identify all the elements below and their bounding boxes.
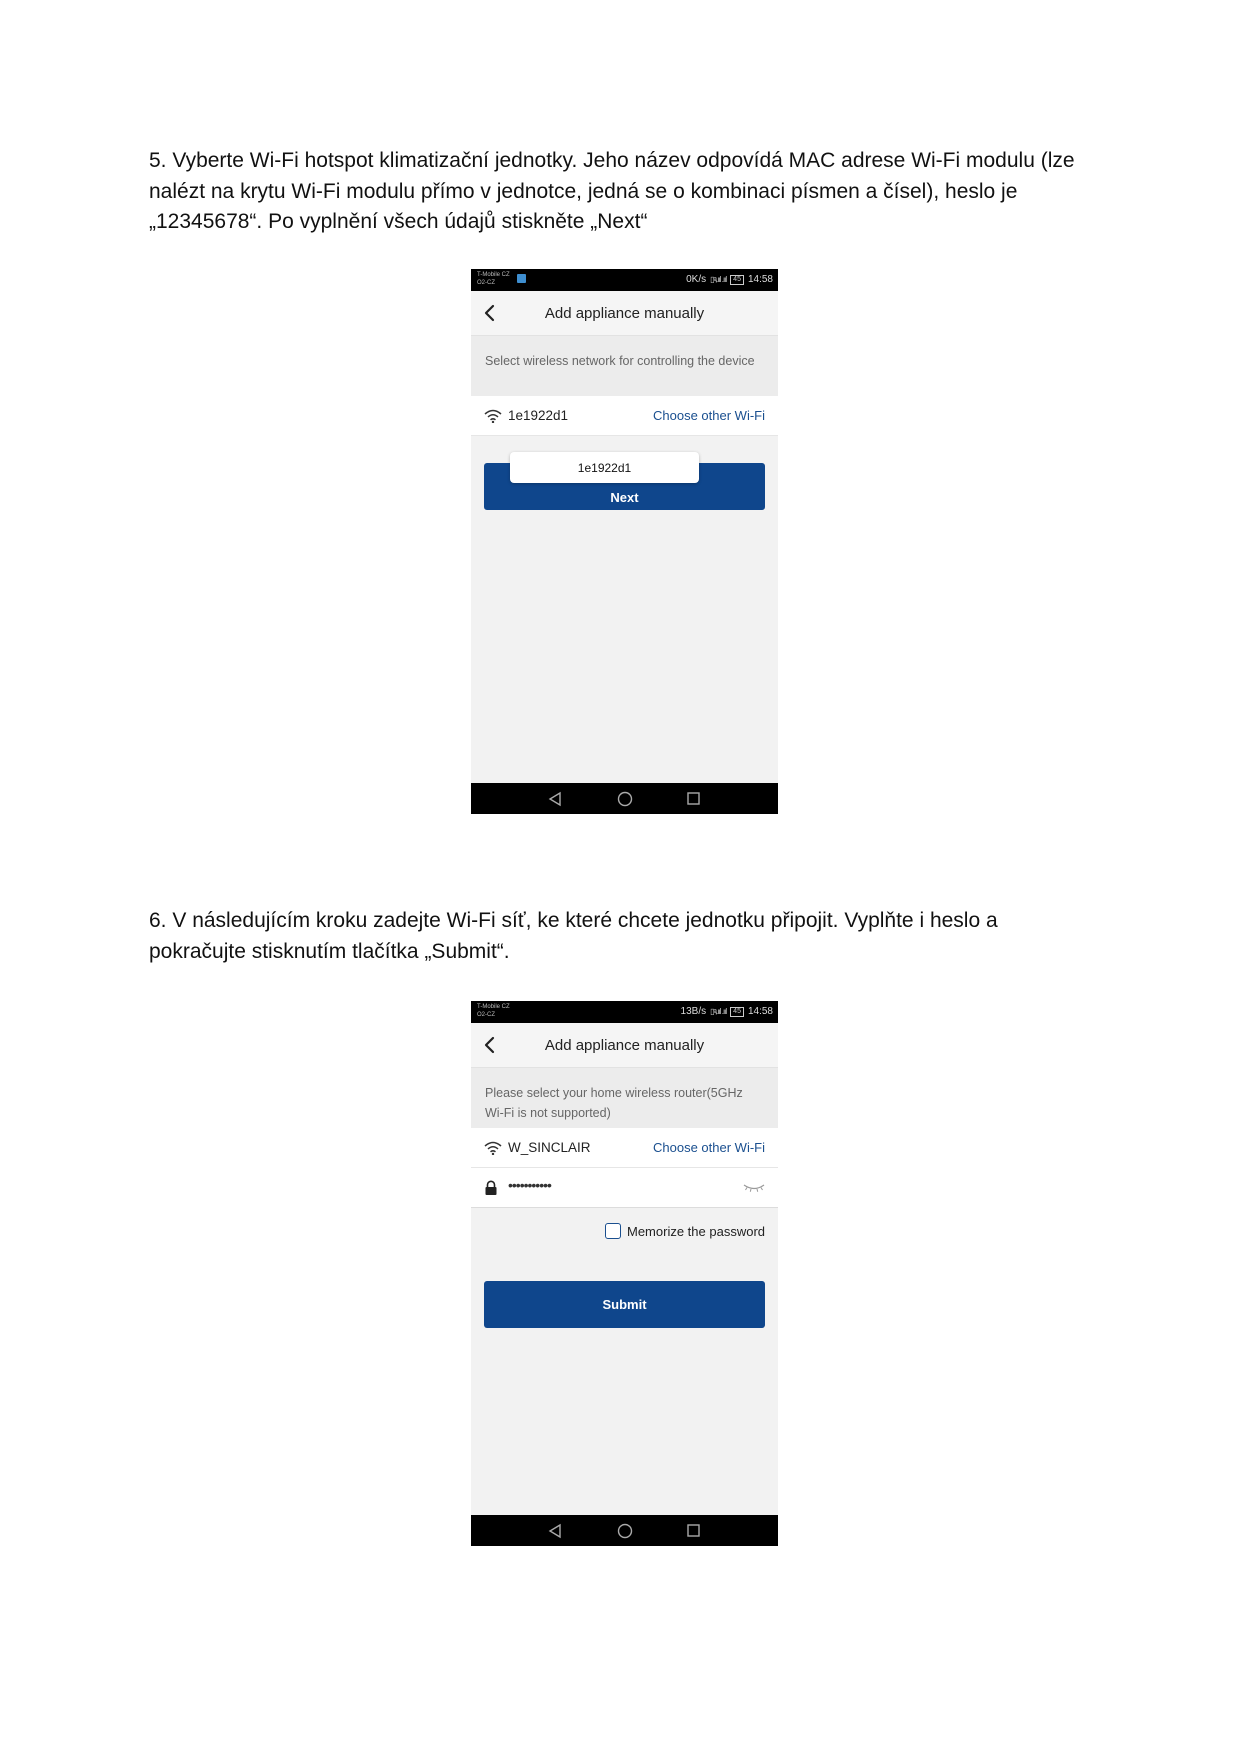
nav-back-icon[interactable] [548,791,562,807]
nav-back-icon[interactable] [548,1523,562,1539]
step-5-line-3: „12345678“. Po vyplnění všech údajů stiskněte „Next“ [149,210,648,233]
phone-screenshot-select-hotspot [471,269,778,814]
wifi-name: 1e1922d1 [508,408,569,423]
carrier-label [477,271,510,287]
submit-button[interactable]: Submit [484,1281,765,1328]
memorize-password-label: Memorize the password [627,1223,765,1239]
network-speed: 13B/s [680,1006,707,1017]
battery-icon: 45 [730,275,744,285]
clock: 14:58 [747,1006,773,1017]
network-speed: 0K/s [686,274,707,285]
wifi-network-row[interactable] [471,1128,778,1168]
notification-icon [517,274,526,283]
memorize-password-checkbox[interactable] [605,1223,621,1239]
signal-icon: ▯ᵍᵢᵢ.ııl .ııl [710,275,727,284]
clock: 14:58 [747,274,773,285]
show-password-eye-icon[interactable] [743,1183,765,1193]
android-navigation-bar [471,783,778,814]
page-title: Add appliance manually [544,305,705,322]
instruction-text: Select wireless network for controlling the device [471,336,778,396]
step-5-line-2: nalézt na krytu Wi-Fi modulu přímo v jednotce, jedná se o kombinaci písmen a čísel), heslo je [149,179,1018,203]
nav-recent-apps-icon[interactable] [687,792,700,805]
step-5-instructions [149,146,1089,238]
carrier-line-1: T-Mobile CZ [477,272,510,278]
step-6-line-2: pokračujte stisknutím tlačítka „Submit“. [149,939,510,963]
nav-home-icon[interactable] [617,1523,633,1539]
carrier-label [477,1003,510,1019]
page-title: Add appliance manually [544,1037,705,1054]
password-field[interactable]: ••••••••••• [508,1177,551,1193]
memorize-password-option[interactable] [605,1223,765,1239]
nav-home-icon[interactable] [617,791,633,807]
carrier-line-2: O2-CZ [477,280,495,286]
step-5-line-1: 5. Vyberte Wi-Fi hotspot klimatizační jednotky. Jeho název odpovídá MAC adrese Wi-Fi modulu (lze [149,149,1075,172]
wifi-network-row[interactable] [471,396,778,436]
step-6-instructions [149,906,1089,967]
carrier-line-1: T-Mobile CZ [477,1004,510,1010]
lock-icon [484,1180,498,1196]
step-6-line-1: 6. V následujícím kroku zadejte Wi-Fi síť, ke které chcete jednotku připojit. Vyplňte i heslo a [149,909,998,932]
android-navigation-bar [471,1515,778,1546]
carrier-line-2: O2-CZ [477,1012,495,1018]
status-right [681,1006,773,1017]
phone-screenshot-home-router [471,1001,778,1546]
battery-icon: 45 [730,1007,744,1017]
wifi-icon [484,1141,502,1155]
app-header [471,1023,778,1068]
signal-icon: ▯ᵍᵢᵢ.ııl .ııl [710,1007,727,1016]
wifi-icon [484,409,502,423]
choose-other-wifi-link[interactable]: Choose other Wi-Fi [653,1140,765,1155]
status-bar [471,1001,778,1023]
status-right [686,274,773,285]
next-button[interactable]: Next [484,463,765,510]
toast-message: 1e1922d1 [510,452,699,483]
password-row[interactable] [471,1168,778,1208]
app-header [471,291,778,336]
wifi-name: W_SINCLAIR [508,1140,591,1155]
choose-other-wifi-link[interactable]: Choose other Wi-Fi [653,408,765,423]
instruction-text: Please select your home wireless router(5GHz Wi-Fi is not supported) [471,1068,778,1128]
nav-recent-apps-icon[interactable] [687,1524,700,1537]
status-bar [471,269,778,291]
